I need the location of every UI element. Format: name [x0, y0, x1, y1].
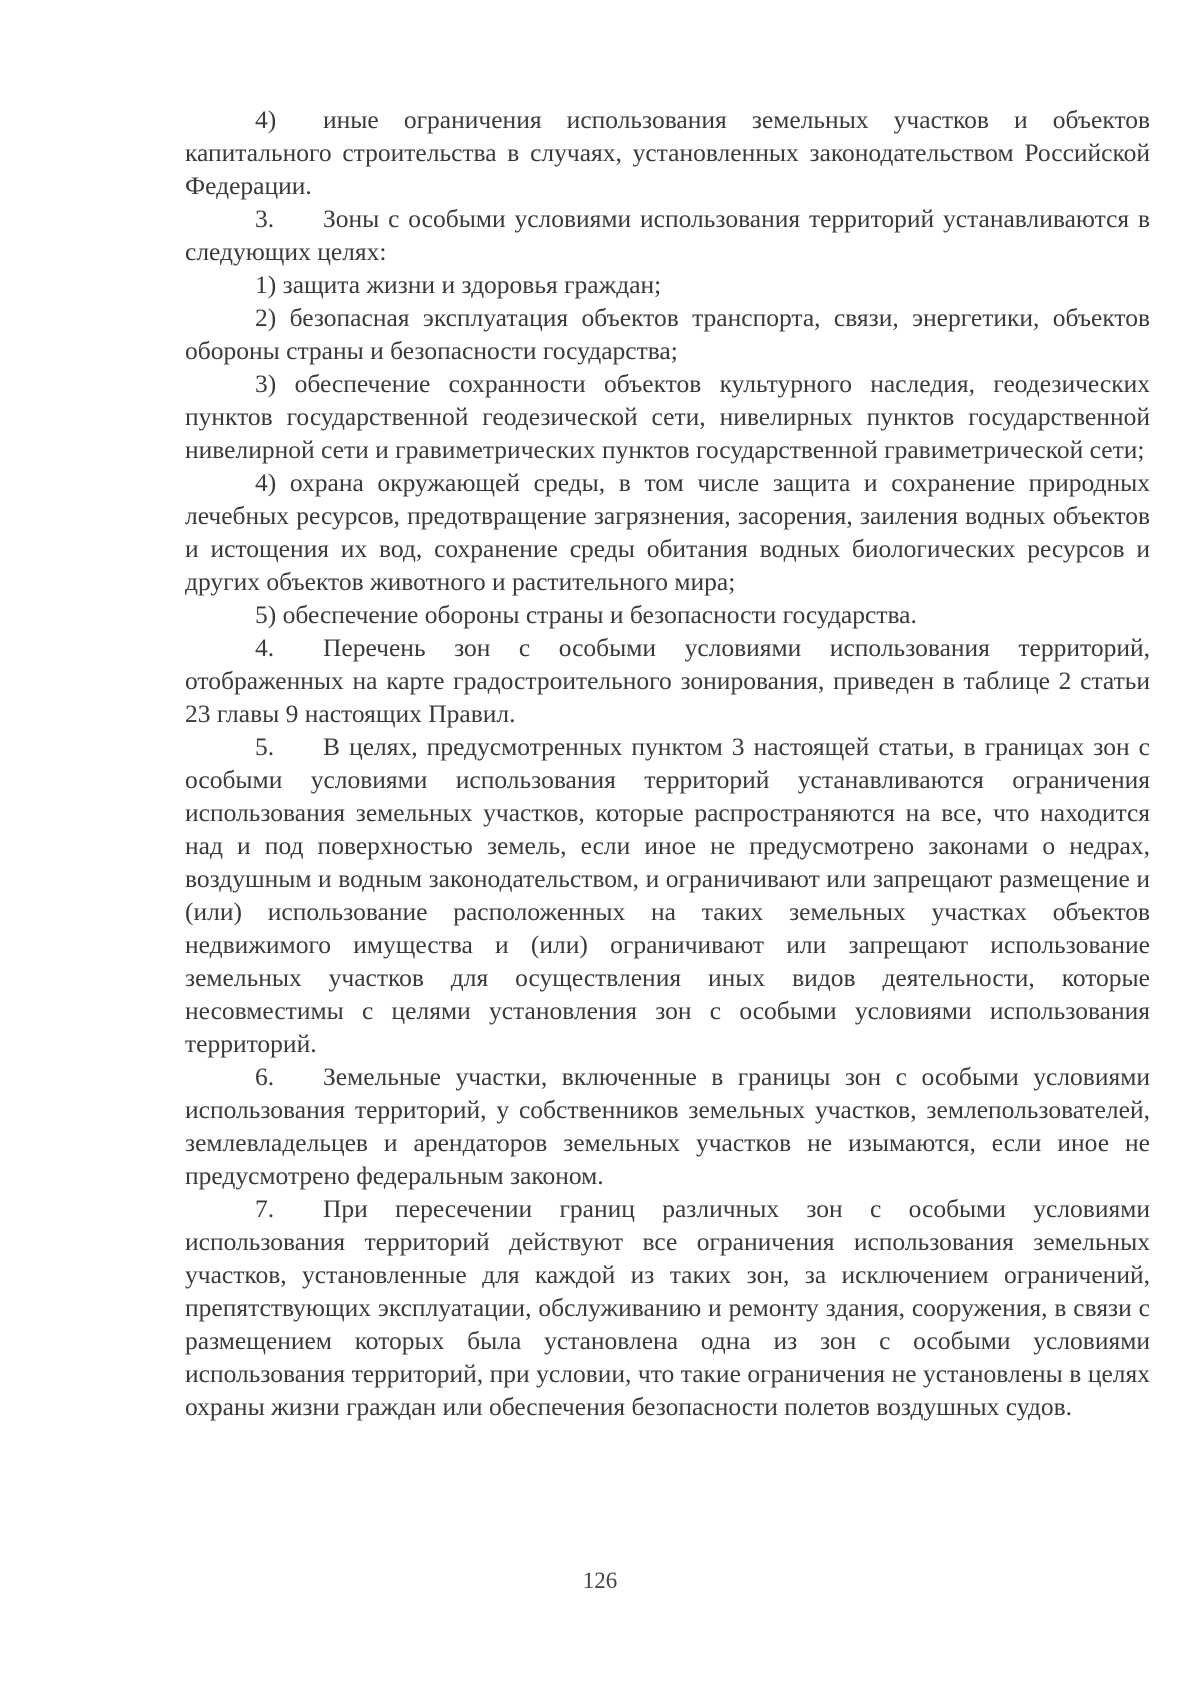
paragraph-number: 5.: [255, 732, 275, 761]
paragraph-7: [185, 1192, 1150, 1423]
paragraph-text: Зоны с особыми условиями использования территорий устанавливаются в следующих целях:: [185, 204, 1150, 266]
paragraph-text: иные ограничения использования земельных участков и объектов капитального строительства в случаях, установленных законодательством Российской Федерации.: [185, 105, 1150, 200]
list-item-4: 4) охрана окружающей среды, в том числе защита и сохранение природных лечебных ресурсов, предотвращение загрязнения, засорения, заиления водных объектов и истощения их вод, сохранение среды обитания водных биологических ресурсов и других объектов животного и растительного мира;: [185, 468, 1150, 596]
body-text: [185, 103, 1150, 1423]
paragraph-text: В целях, предусмотренных пунктом 3 настоящей статьи, в границах зон с особыми условиями использования территорий устанавливаются ограничения использования земельных участков, которые распространяются на все, что находится над и под поверхностью земель, если иное не предусмотрено законами о недрах, воздушным и водным законодательством, и ограничивают или запрещают размещение и (или) использование расположенных на таких земельных участках объектов недвижимого имущества и (или) ограничивают или запрещают использование земельных участков для осуществления иных видов деятельности, которые несовместимы с целями установления зон с особыми условиями использования территорий.: [185, 732, 1150, 1058]
list-item-2: 2) безопасная эксплуатация объектов транспорта, связи, энергетики, объектов обороны страны и безопасности государства;: [185, 303, 1150, 365]
paragraph-3: [185, 202, 1150, 268]
paragraph-number: 6.: [255, 1062, 275, 1091]
paragraph-number: 3.: [255, 204, 275, 233]
list-item-3: 3) обеспечение сохранности объектов культурного наследия, геодезических пунктов государственной геодезической сети, нивелирных пунктов государственной нивелирной сети и гравиметрических пунктов государственной гравиметрической сети;: [185, 369, 1150, 464]
paragraph-number: 7.: [255, 1194, 275, 1223]
paragraph-number: 4.: [255, 633, 275, 662]
list-item-1: 1) защита жизни и здоровья граждан;: [255, 270, 662, 299]
paragraph-number: 4): [255, 105, 277, 134]
paragraph-text: При пересечении границ различных зон с особыми условиями использования территорий действуют все ограничения использования земельных участков, установленные для каждой из таких зон, за исключением ограничений, препятствующих эксплуатации, обслуживанию и ремонту здания, сооружения, в связи с размещением которых была установлена одна из зон с особыми условиями использования территорий, при условии, что такие ограничения не установлены в целях охраны жизни граждан или обеспечения безопасности полетов воздушных судов.: [185, 1194, 1150, 1421]
paragraph-6: [185, 1060, 1150, 1192]
paragraph-text: Перечень зон с особыми условиями использования территорий, отображенных на карте градостроительного зонирования, приведен в таблице 2 статьи 23 главы 9 настоящих Правил.: [185, 633, 1150, 728]
paragraph-text: Земельные участки, включенные в границы зон с особыми условиями использования территорий, у собственников земельных участков, землепользователей, землевладельцев и арендаторов земельных участков не изымаются, если иное не предусмотрено федеральным законом.: [185, 1062, 1150, 1190]
paragraph-5: [185, 730, 1150, 1060]
page-number: 126: [582, 1568, 618, 1593]
list-item-5: 5) обеспечение обороны страны и безопасности государства.: [255, 600, 917, 629]
paragraph-4: [185, 631, 1150, 730]
paragraph-item-4: [185, 103, 1150, 202]
